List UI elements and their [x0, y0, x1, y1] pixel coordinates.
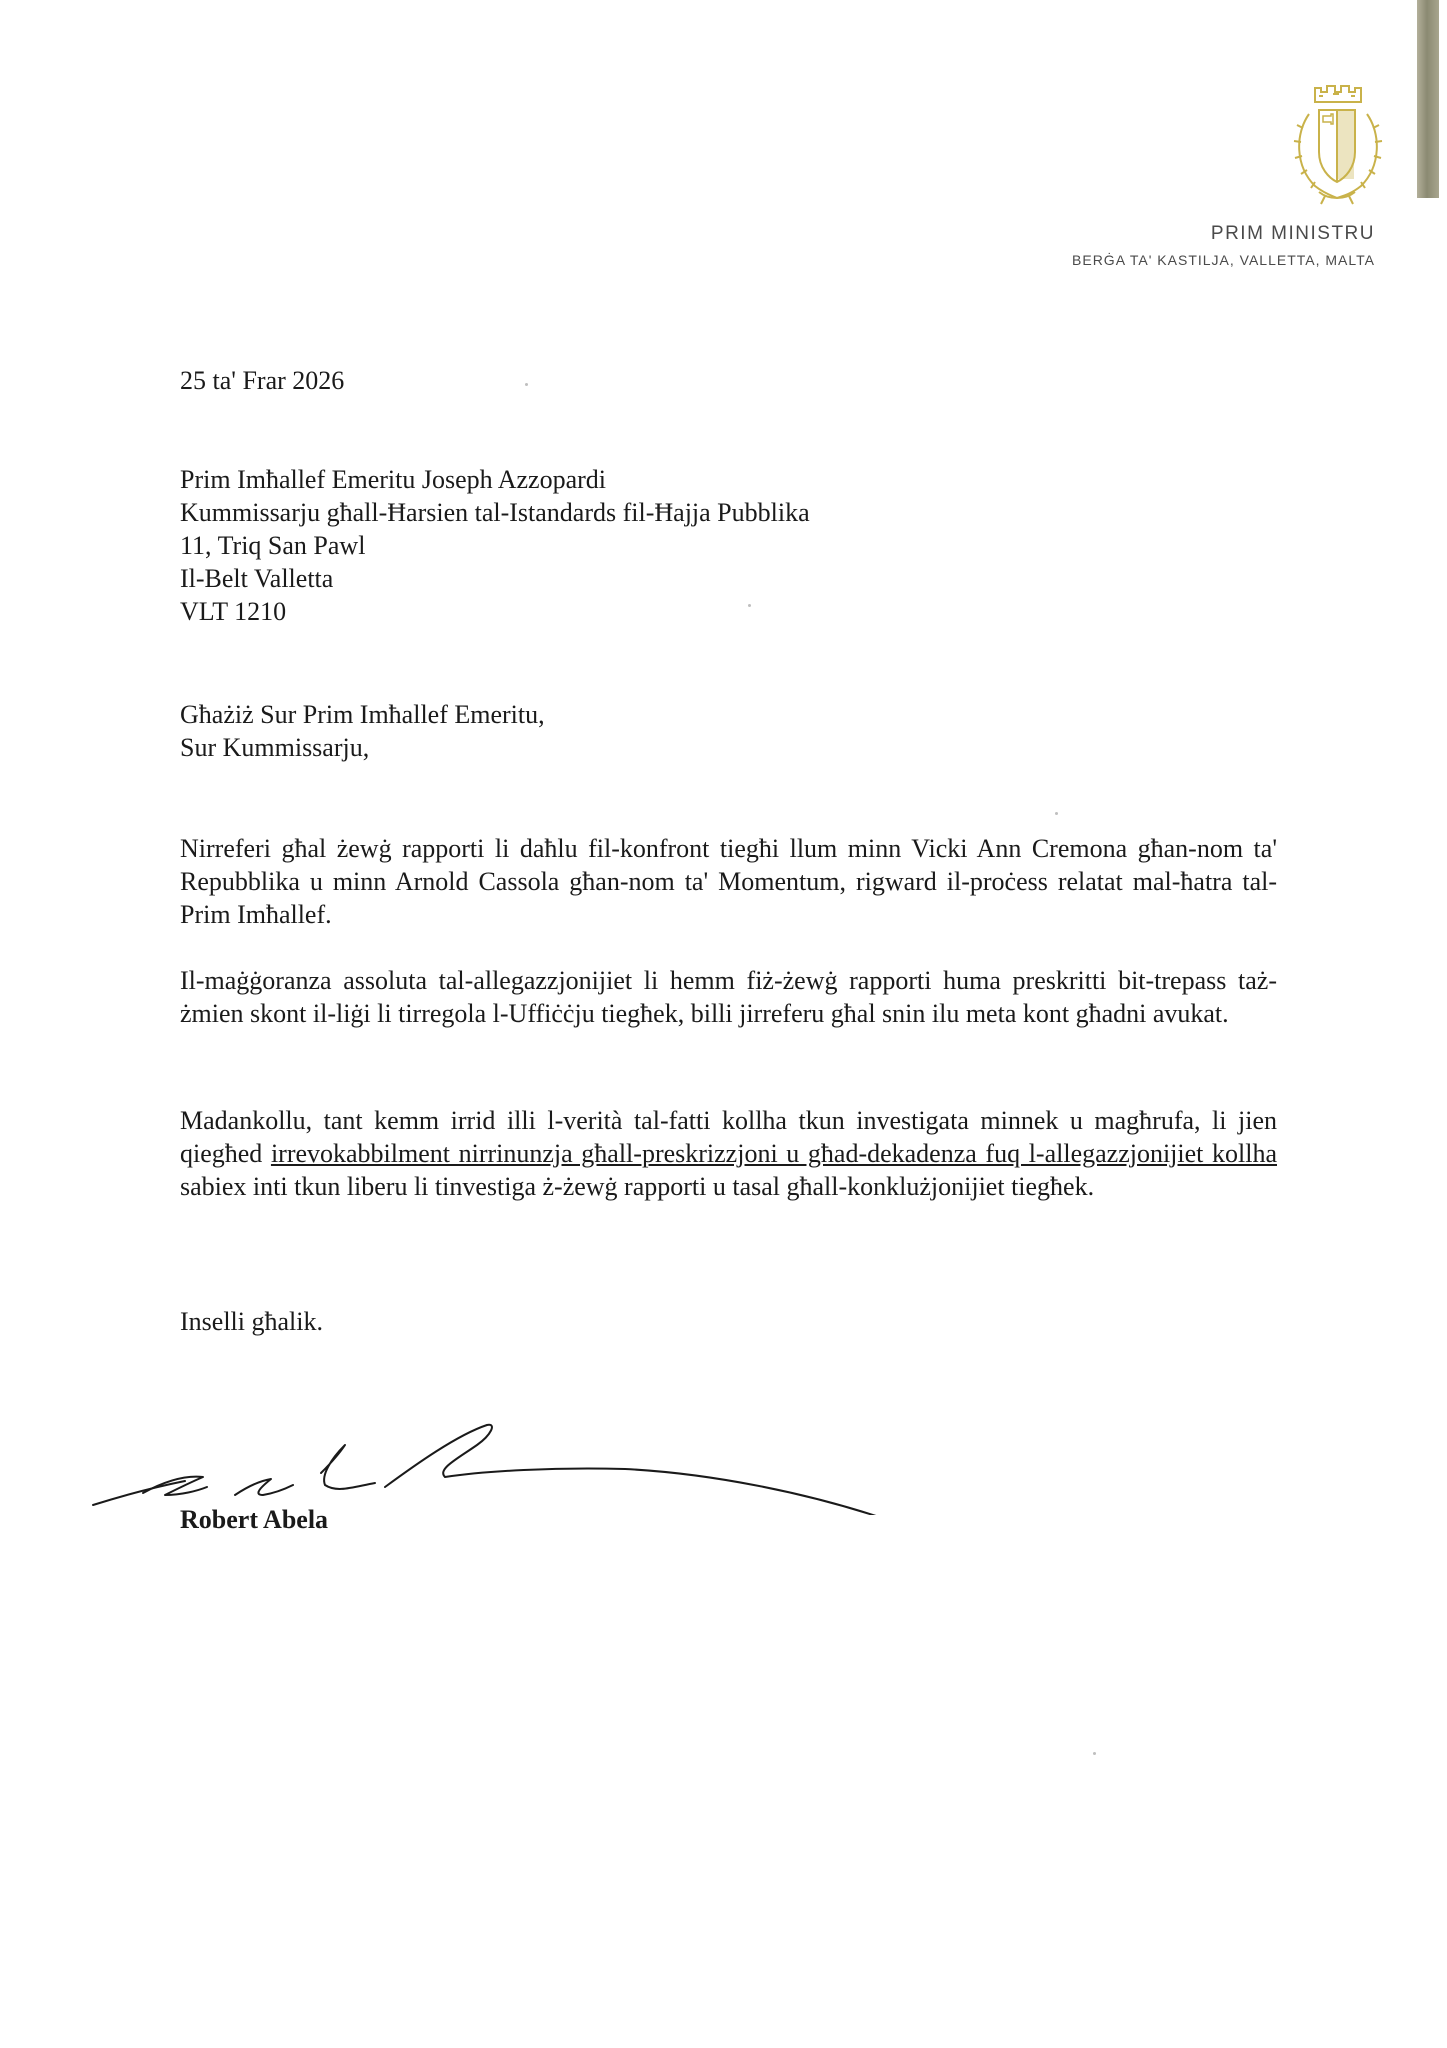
- letterhead: [1072, 222, 1375, 272]
- addressee-line: Kummissarju għall-Ħarsien tal-Istandards fil-Ħajja Pubblika: [180, 498, 810, 527]
- body-paragraph-2: Il-maġġoranza assoluta tal-allegazzjonijiet li hemm fiż-żewġ rapporti huma preskritti bit-trepass taż-żmien skont il-liġi li tirregola l-Uffiċċju tiegħek, billi jirreferu għal snin ilu meta kont għadni avukat.: [180, 966, 1277, 1028]
- addressee-line: VLT 1210: [180, 597, 287, 626]
- addressee-line: Il-Belt Valletta: [180, 564, 334, 593]
- letterhead-address: BERĠA TA' KASTILJA, VALLETTA, MALTA: [1072, 252, 1375, 268]
- addressee-line: 11, Triq San Pawl: [180, 531, 366, 560]
- body-paragraph-3: [180, 1104, 1277, 1203]
- salutation-line: Għażiż Sur Prim Imħallef Emeritu,: [180, 700, 545, 729]
- scan-speck: [1093, 1752, 1096, 1755]
- handwritten-signature: [85, 1395, 905, 1515]
- letter-date: 25 ta' Frar 2026: [180, 366, 345, 395]
- waiver-underlined-text: irrevokabbilment nirrinunzja għall-preskrizzjoni u għad-dekadenza fuq l-allegazzjonijiet kollha: [270, 1139, 1277, 1168]
- signer-name: Robert Abela: [180, 1505, 329, 1534]
- page-edge-strip: [1417, 0, 1439, 198]
- paragraph-3-lead: Madankollu, tant kemm irrid illi l-verità tal-fatti kollha tkun investigata minnek u magħrufa, li jien qiegħed: [180, 1106, 1277, 1168]
- closing-line: Inselli għalik.: [180, 1307, 323, 1336]
- salutation-line: Sur Kummissarju,: [180, 733, 370, 762]
- body-paragraph-1: Nirreferi għal żewġ rapporti li daħlu fil-konfront tiegħi llum minn Vicki Ann Cremona għan-nom ta' Repubblika u minn Arnold Cassola għan-nom ta' Momentum, rigward il-proċess relatat mal-ħatra tal-Prim Imħallef.: [180, 834, 1277, 929]
- addressee-block: [180, 463, 810, 628]
- paragraph-3-tail: sabiex inti tkun liberu li tinvestiga ż-żewġ rapporti u tasal għall-konklużjonijiet tiegħek.: [180, 1172, 1095, 1201]
- letterhead-office: PRIM MINISTRU: [1210, 223, 1375, 244]
- malta-coat-of-arms-icon: [1289, 80, 1385, 210]
- scan-speck: [525, 383, 528, 386]
- addressee-line: Prim Imħallef Emeritu Joseph Azzopardi: [180, 465, 607, 494]
- salutation: [180, 698, 545, 764]
- scan-speck: [1055, 812, 1058, 815]
- scan-speck: [748, 604, 751, 607]
